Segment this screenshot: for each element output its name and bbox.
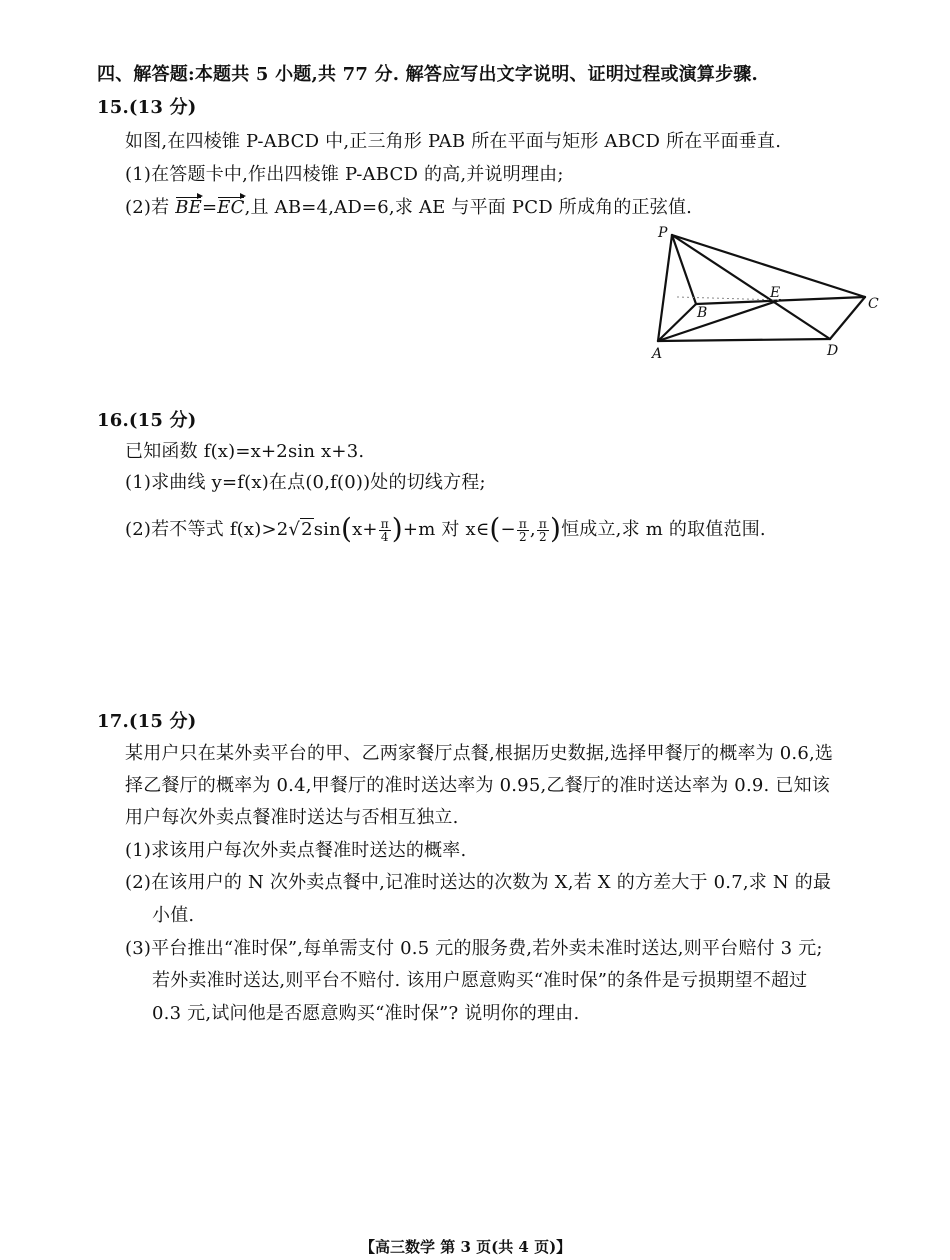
fraction-numerator: π (518, 516, 527, 531)
fraction-denominator: 4 (380, 529, 389, 544)
q16-plus-m: +m 对 x∈ (402, 519, 490, 540)
left-paren: ( (340, 512, 353, 545)
pyramid-figure (640, 222, 885, 367)
interval-right-paren: ) (549, 512, 562, 545)
segment-ae (658, 300, 780, 341)
label-p: P (658, 225, 668, 241)
q15-part1: (1)在答题卡中,作出四棱锥 P-ABCD 的高,并说明理由; (125, 164, 564, 185)
fraction-numerator: π (380, 516, 389, 531)
fraction-pi-over-2 (537, 518, 549, 543)
page-footer: 【高三数学 第 3 页(共 4 页)】 (360, 1238, 572, 1256)
label-b: B (697, 305, 708, 321)
edge-dc (830, 297, 865, 339)
q16-sin: sin (313, 519, 341, 540)
right-paren: ) (391, 512, 403, 545)
q17-part3-line2: 若外卖准时送达,则平台不赔付. 该用户愿意购买“准时保”的条件是亏损期望不超过 (152, 970, 808, 991)
label-a: A (652, 346, 663, 362)
q15-intro: 如图,在四棱锥 P-ABCD 中,正三角形 PAB 所在平面与矩形 ABCD 所在平面垂直. (125, 131, 782, 152)
fraction-denominator: 2 (538, 529, 547, 544)
q17-part2-line2: 小值. (152, 905, 195, 926)
q16-intro: 已知函数 f(x)=x+2sin x+3. (125, 441, 365, 462)
q16-part2-a: (2)若不等式 f(x)>2 (125, 519, 289, 540)
q15-part2-suffix: ,且 AB=4,AD=6,求 AE 与平面 PCD 所成角的正弦值. (244, 197, 693, 218)
neg-sign: − (500, 519, 516, 540)
interval-left-paren: ( (489, 512, 501, 545)
q15-part2-eq: = (202, 197, 218, 218)
q17-number: 17.(15 分) (97, 711, 197, 732)
q16-part2 (125, 512, 766, 547)
q15-number: 15.(13 分) (97, 97, 197, 118)
q16-part2-e: 恒成立,求 m 的取值范围. (561, 519, 766, 540)
hidden-line (677, 297, 780, 300)
edge-bc (696, 297, 865, 304)
edge-pa (658, 235, 672, 341)
sqrt-radicand: 2 (301, 519, 313, 540)
fraction-pi-over-4 (379, 518, 391, 543)
label-e: E (770, 285, 781, 301)
q17-part2-line1: (2)在该用户的 N 次外卖点餐中,记准时送达的次数为 X,若 X 的方差大于 0.7,求 N 的最 (125, 872, 832, 893)
q15-part2-prefix: (2)若 (125, 197, 176, 218)
q17-line1: 某用户只在某外卖平台的甲、乙两家餐厅点餐,根据历史数据,选择甲餐厅的概率为 0.6,选 (125, 743, 834, 764)
q17-line3: 用户每次外卖点餐准时送达与否相互独立. (125, 807, 459, 828)
q16-x-plus: x+ (352, 519, 378, 540)
vector-be: BE (175, 197, 202, 218)
label-d: D (827, 343, 839, 359)
q15-part2 (125, 196, 692, 220)
edge-ad (658, 339, 830, 341)
fraction-numerator: π (538, 516, 547, 531)
interval-comma: , (529, 519, 536, 540)
q16-part1: (1)求曲线 y=f(x)在点(0,f(0))处的切线方程; (125, 472, 486, 493)
edge-pc (672, 235, 865, 297)
section-header: 四、解答题:本题共 5 小题,共 77 分. 解答应写出文字说明、证明过程或演算步骤. (97, 64, 758, 85)
q17-part3-line1: (3)平台推出“准时保”,每单需支付 0.5 元的服务费,若外卖未准时送达,则平台赔付 3 元; (125, 938, 823, 959)
edge-pb (672, 235, 696, 304)
q17-part1: (1)求该用户每次外卖点餐准时送达的概率. (125, 840, 467, 861)
label-c: C (868, 296, 879, 312)
pyramid-diagram (640, 222, 885, 367)
edge-pd (672, 235, 830, 339)
q16-number: 16.(15 分) (97, 410, 197, 431)
fraction-denominator: 2 (518, 529, 527, 544)
sqrt-sign: √ (288, 519, 301, 540)
q17-line2: 择乙餐厅的概率为 0.4,甲餐厅的准时送达率为 0.95,乙餐厅的准时送达率为 0.9. 已知该 (125, 775, 830, 796)
fraction-neg-pi-over-2 (517, 518, 529, 543)
vector-ec: EC (217, 197, 245, 218)
q17-part3-line3: 0.3 元,试问他是否愿意购买“准时保”? 说明你的理由. (152, 1003, 580, 1024)
